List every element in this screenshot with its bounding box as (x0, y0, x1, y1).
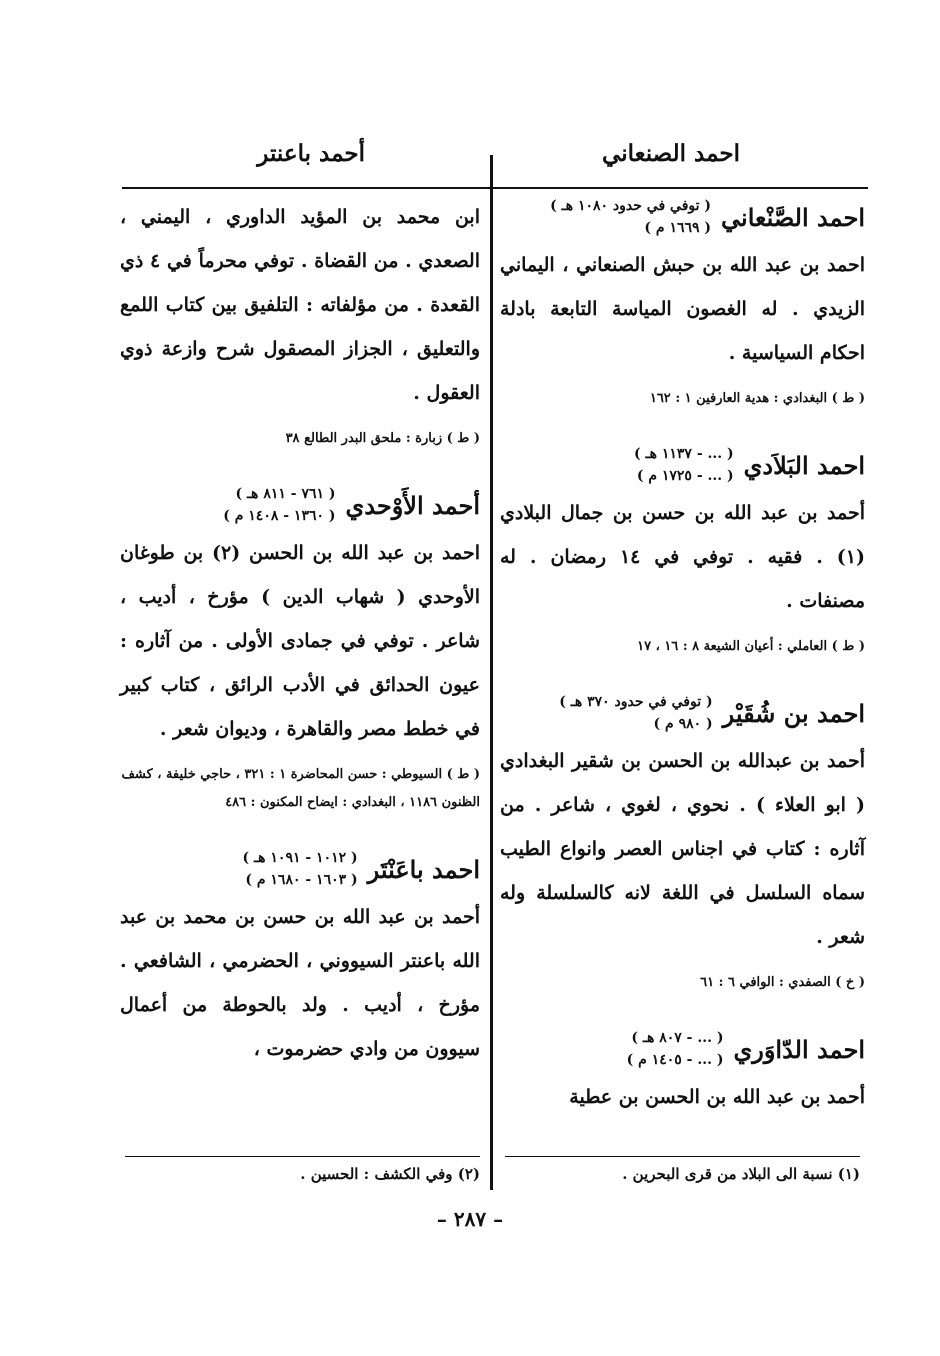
entry-ibn-shuqayr (500, 691, 865, 997)
entry-awhadi (120, 483, 480, 817)
entry-biladi (500, 443, 865, 661)
date-hijri: ( توفي في حدود ١٠٨٠ هـ ) (550, 198, 712, 214)
entry-name: احمد البَلاَدي (743, 450, 865, 480)
footnote-2: (٢) وفي الكشف : الحسين . (300, 1165, 480, 1183)
entry-dates (559, 691, 712, 735)
left-running-header: أحمد باعنتر (257, 140, 365, 167)
entry-biography: أحمد بن عبد الله بن حسن بن جمال البلادي (١) . فقيه . توفي في ١٤ رمضان . له مصنفات . (500, 502, 865, 612)
entry-dates (243, 847, 358, 891)
entry-biography: احمد بن عبد الله بن حبش الصنعاني ، اليماني الزيدي . له الغصون المياسة التابعة بادلة احكام السياسية . (500, 254, 865, 364)
entry-heading (500, 443, 865, 487)
right-column (500, 195, 865, 1149)
date-hijri: ( توفي في حدود ٣٧٠ هـ ) (559, 694, 713, 710)
footnote-rule-right (505, 1156, 860, 1157)
date-hijri: ( ١٠١٢ - ١٠٩١ هـ ) (242, 850, 358, 866)
left-column (120, 195, 480, 1101)
date-gregorian: ( ... - ١٤٠٥ م ) (626, 1052, 724, 1068)
page-number: – ٢٨٧ – (436, 1207, 504, 1231)
entry-source: ( ط ) العاملي : أعيان الشيعة ٨ : ١٦ ، ١٧ (637, 639, 865, 654)
entry-dates (550, 195, 711, 239)
date-gregorian: ( ١٣٦٠ - ١٤٠٨ م ) (223, 508, 336, 524)
entry-heading (500, 195, 865, 239)
footnote-rule-left (125, 1156, 480, 1157)
date-gregorian: ( ٩٨٠ م ) (653, 716, 713, 732)
entry-heading (500, 1027, 865, 1071)
entry-source: ( خ ) الصفدي : الوافي ٦ : ٦١ (700, 975, 865, 990)
entry-dates (223, 483, 335, 527)
entry-source: ( ط ) البغدادي : هدية العارفين ١ : ١٦٢ (649, 391, 865, 406)
entry-dates (627, 1027, 724, 1071)
header-rule (122, 187, 868, 189)
date-gregorian: ( ١٦٦٩ م ) (644, 220, 712, 236)
entry-baantar (120, 847, 480, 1071)
date-gregorian: ( ... - ١٧٢٥ م ) (636, 468, 734, 484)
entry-biography: أحمد بن عبد الله بن حسن بن محمد بن عبد الله باعنتر السيووني ، الحضرمي ، الشافعي . مؤرخ ، أديب . ولد بالحوطة من أعمال سيوون من وادي حضرموت ، (120, 906, 480, 1060)
entry-dawari (500, 1027, 865, 1119)
entry-heading (120, 483, 480, 527)
entry-name: احمد الدّاوَري (733, 1034, 865, 1064)
column-separator (490, 155, 493, 1190)
date-hijri: ( ... - ٨٠٧ هـ ) (631, 1030, 724, 1046)
date-hijri: ( ... - ١١٣٧ هـ ) (634, 446, 734, 462)
entry-dawari-continuation (120, 195, 480, 453)
entry-name: احمد الصَّنْعاني (721, 202, 865, 232)
entry-source: ( ط ) زبارة : ملحق البدر الطالع ٣٨ (285, 431, 480, 446)
entry-name: احمد بن شُقَيْر (722, 698, 865, 728)
entry-dates (634, 443, 734, 487)
continuation-biography: ابن محمد بن المؤيد الداوري ، اليمني ، الصعدي . من القضاة . توفي محرماً في ٤ ذي القعدة . من مؤلفاته : التلفيق بين كتاب اللمع والتعليق ، الجزاز المصقول شرح وازعة ذوي العقول . (120, 206, 480, 404)
entry-biography: أحمد بن عبدالله بن الحسن بن شقير البغدادي ( ابو العلاء ) . نحوي ، لغوي ، شاعر . من آثاره : كتاب في اجناس العصر وانواع الطيب سماه السلسل في اللغة لانه كالسلسلة وله شعر . (500, 750, 865, 948)
date-hijri: ( ٧٦١ - ٨١١ هـ ) (235, 486, 336, 502)
entry-sanani (500, 195, 865, 413)
entry-heading (120, 847, 480, 891)
footnote-1: (١) نسبة الى البلاد من قرى البحرين . (622, 1165, 860, 1183)
entry-name: احمد باعَنْتَر (367, 854, 480, 884)
entry-biography: احمد بن عبد الله بن الحسن (٢) بن طوغان الأوحدي ( شهاب الدين ) مؤرخ ، أديب ، شاعر . توفي في جمادى الأولى . من آثاره : عيون الحدائق في الأدب الرائق ، كتاب كبير في خطط مصر والقاهرة ، وديوان شعر . (120, 542, 480, 740)
entry-name: أحمد الأَوْحدي (345, 490, 480, 520)
date-gregorian: ( ١٦٠٣ - ١٦٨٠ م ) (245, 872, 358, 888)
entry-heading (500, 691, 865, 735)
entry-source: ( ط ) السيوطي : حسن المحاضرة ١ : ٣٢١ ، حاجي خليفة ، كشف الظنون ١١٨٦ ، البغدادي : ايضاح المكنون : ٤٨٦ (121, 767, 480, 810)
entry-biography: أحمد بن عبد الله بن الحسن بن عطية (569, 1086, 865, 1108)
right-running-header: احمد الصنعاني (602, 140, 740, 167)
